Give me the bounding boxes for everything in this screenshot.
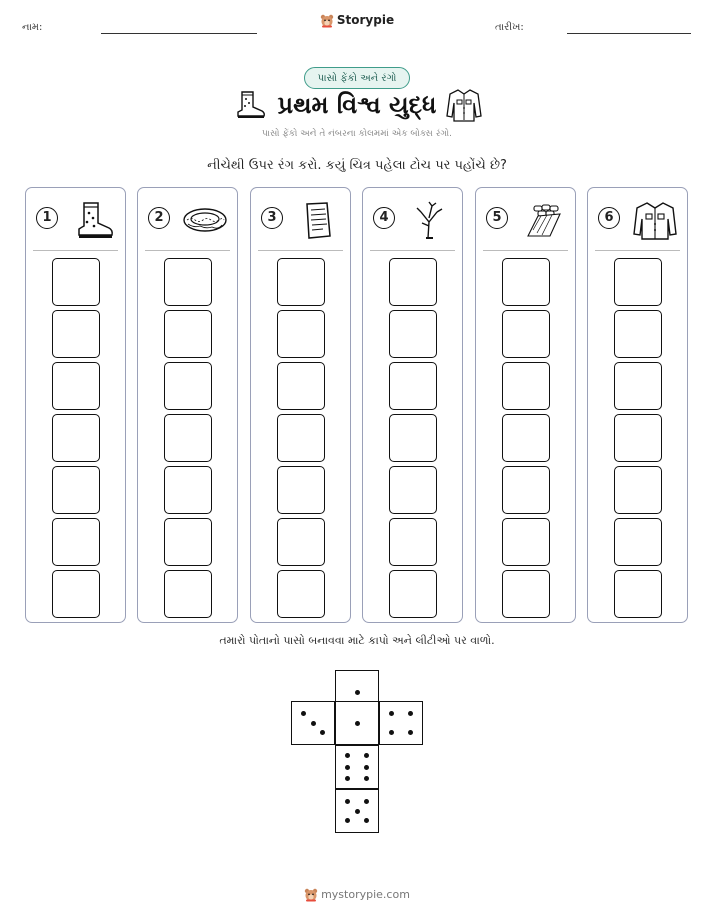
die-pip xyxy=(345,818,350,823)
color-box[interactable] xyxy=(164,258,212,306)
die-face-5[interactable] xyxy=(335,789,379,833)
color-box[interactable] xyxy=(277,466,325,514)
color-box[interactable] xyxy=(52,570,100,618)
color-box[interactable] xyxy=(502,258,550,306)
color-box[interactable] xyxy=(164,518,212,566)
column-number: 4 xyxy=(373,207,395,229)
die-pip xyxy=(320,730,325,735)
column-header xyxy=(363,188,462,252)
column-1 xyxy=(25,187,126,623)
footer xyxy=(0,888,714,902)
page-subtitle: પાસો ફેંકો અને તે નંબરના કોલમમાં એક બોક્સ રંગો. xyxy=(261,129,453,139)
die-face-6[interactable] xyxy=(335,745,379,789)
color-box[interactable] xyxy=(389,258,437,306)
color-box[interactable] xyxy=(502,570,550,618)
die-pip xyxy=(364,818,369,823)
die-pip xyxy=(364,776,369,781)
color-box[interactable] xyxy=(614,466,662,514)
column-number: 2 xyxy=(148,207,170,229)
color-box[interactable] xyxy=(277,362,325,410)
color-box[interactable] xyxy=(52,466,100,514)
die-pip xyxy=(311,721,316,726)
die-pip xyxy=(364,799,369,804)
color-box[interactable] xyxy=(52,362,100,410)
die-pip xyxy=(364,753,369,758)
color-box[interactable] xyxy=(52,310,100,358)
logo-text: Storypie xyxy=(336,13,395,27)
color-box[interactable] xyxy=(389,518,437,566)
column-header xyxy=(251,188,350,252)
column-number: 3 xyxy=(261,207,283,229)
die-face-3[interactable] xyxy=(291,701,335,745)
color-box[interactable] xyxy=(502,414,550,462)
document-icon xyxy=(295,200,341,240)
color-box[interactable] xyxy=(614,414,662,462)
footer-url: mystorypie.com xyxy=(321,888,410,901)
color-box[interactable] xyxy=(389,570,437,618)
color-box[interactable] xyxy=(277,570,325,618)
color-box[interactable] xyxy=(614,570,662,618)
die-pip xyxy=(345,753,350,758)
column-number: 1 xyxy=(36,207,58,229)
column-divider xyxy=(483,250,568,251)
nest-icon xyxy=(182,200,228,240)
cut-instruction: તમારો પોતાનો પાસો બનાવવા માટે કાપો અને લીટીઓ પર વાળો. xyxy=(219,634,495,647)
die-pip xyxy=(355,721,360,726)
die-pip xyxy=(345,776,350,781)
column-5 xyxy=(475,187,576,623)
column-divider xyxy=(258,250,343,251)
column-divider xyxy=(595,250,680,251)
bear-logo-icon xyxy=(320,14,334,28)
color-box[interactable] xyxy=(52,518,100,566)
die-pip xyxy=(345,799,350,804)
color-box[interactable] xyxy=(277,414,325,462)
color-box[interactable] xyxy=(389,310,437,358)
die-face-1[interactable] xyxy=(335,701,379,745)
page-title: પ્રથમ વિશ્વ યુદ્ધ xyxy=(277,91,437,119)
color-box[interactable] xyxy=(614,258,662,306)
color-box[interactable] xyxy=(502,362,550,410)
color-box[interactable] xyxy=(389,414,437,462)
bear-logo-icon xyxy=(304,888,318,902)
color-box[interactable] xyxy=(502,518,550,566)
column-3 xyxy=(250,187,351,623)
color-box[interactable] xyxy=(277,258,325,306)
date-line[interactable] xyxy=(567,33,691,34)
column-6 xyxy=(587,187,688,623)
die-pip xyxy=(364,765,369,770)
column-divider xyxy=(370,250,455,251)
die-pip xyxy=(301,711,306,716)
date-label: તારીખ: xyxy=(495,22,524,33)
boot-icon xyxy=(70,200,116,240)
die-pip xyxy=(389,711,394,716)
column-divider xyxy=(145,250,230,251)
military-jacket-icon xyxy=(632,200,678,240)
column-header xyxy=(138,188,237,252)
column-header xyxy=(26,188,125,252)
logo xyxy=(0,13,714,28)
color-box[interactable] xyxy=(389,466,437,514)
color-box[interactable] xyxy=(164,570,212,618)
activity-badge: પાસો ફેંકો અને રંગો xyxy=(304,67,410,89)
name-label: નામ: xyxy=(22,22,43,33)
die-pip xyxy=(355,809,360,814)
instruction-text: નીચેથી ઉપર રંગ કરો. કયું ચિત્ર પહેલા ટોચ પર પહોંચે છે? xyxy=(207,158,507,173)
color-box[interactable] xyxy=(277,518,325,566)
column-number: 6 xyxy=(598,207,620,229)
color-box[interactable] xyxy=(614,518,662,566)
military-jacket-icon xyxy=(446,88,482,122)
die-pip xyxy=(408,711,413,716)
color-box[interactable] xyxy=(614,310,662,358)
color-box[interactable] xyxy=(52,414,100,462)
die-pip xyxy=(345,765,350,770)
color-box[interactable] xyxy=(164,466,212,514)
color-box[interactable] xyxy=(164,414,212,462)
color-box[interactable] xyxy=(277,310,325,358)
die-pip xyxy=(389,730,394,735)
die-pip xyxy=(408,730,413,735)
sandbag-trench-icon xyxy=(520,200,566,240)
die-pip xyxy=(355,690,360,695)
color-box[interactable] xyxy=(614,362,662,410)
color-box[interactable] xyxy=(389,362,437,410)
color-box[interactable] xyxy=(502,310,550,358)
column-header xyxy=(588,188,687,252)
column-divider xyxy=(33,250,118,251)
color-box[interactable] xyxy=(52,258,100,306)
column-number: 5 xyxy=(486,207,508,229)
column-header xyxy=(476,188,575,252)
column-2 xyxy=(137,187,238,623)
name-line[interactable] xyxy=(101,33,257,34)
tree-icon xyxy=(407,200,453,240)
color-box[interactable] xyxy=(164,310,212,358)
column-4 xyxy=(362,187,463,623)
color-box[interactable] xyxy=(502,466,550,514)
die-face-4[interactable] xyxy=(379,701,423,745)
color-box[interactable] xyxy=(164,362,212,410)
